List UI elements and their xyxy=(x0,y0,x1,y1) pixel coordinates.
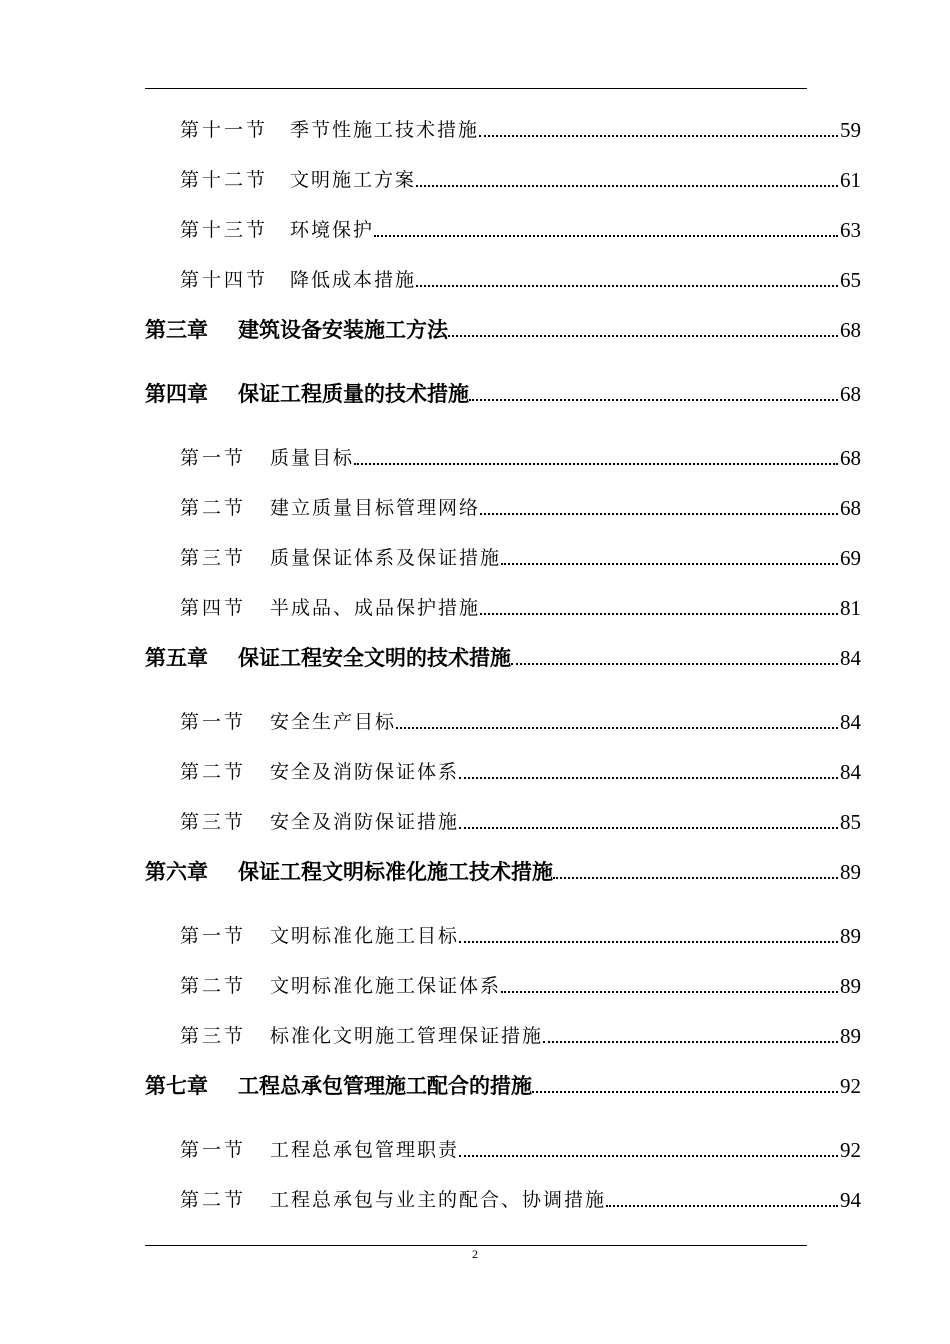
toc-entry-page: 84 xyxy=(840,646,861,670)
toc-entry-title: 建立质量目标管理网络 xyxy=(270,497,481,519)
footer-rule xyxy=(145,1245,807,1246)
toc-entry-title: 文明施工方案 xyxy=(290,169,417,191)
toc-entry-title: 安全及消防保证措施 xyxy=(270,811,460,833)
dot-leader xyxy=(459,827,838,829)
toc-chapter-entry[interactable] xyxy=(0,376,950,406)
toc-entry-number: 第十三节 xyxy=(180,219,269,241)
dot-leader xyxy=(511,663,838,665)
toc-section-entry[interactable] xyxy=(0,590,950,620)
toc-section-entry[interactable] xyxy=(0,162,950,192)
toc-section-entry[interactable] xyxy=(0,490,950,520)
toc-section-entry[interactable] xyxy=(0,440,950,470)
dot-leader xyxy=(374,235,838,237)
toc-entry-number: 第三节 xyxy=(180,1025,247,1047)
toc-entry-number: 第三章 xyxy=(145,318,208,342)
dot-leader xyxy=(543,1041,838,1043)
toc-entry-number: 第二节 xyxy=(180,1189,247,1211)
dot-leader xyxy=(553,877,838,879)
toc-entry-title: 建筑设备安装施工方法 xyxy=(238,318,448,342)
dot-leader xyxy=(354,463,838,465)
toc-entry-page: 65 xyxy=(840,268,861,292)
toc-section-entry[interactable] xyxy=(0,1132,950,1162)
toc-entry-page: 89 xyxy=(840,860,861,884)
toc-chapter-entry[interactable] xyxy=(0,312,950,342)
toc-chapter-entry[interactable] xyxy=(0,1068,950,1098)
toc-entry-number: 第五章 xyxy=(145,646,208,670)
toc-entry-title: 工程总承包管理施工配合的措施 xyxy=(238,1074,532,1098)
toc-section-entry[interactable] xyxy=(0,704,950,734)
toc-entry-number: 第二节 xyxy=(180,497,247,519)
toc-entry-page: 89 xyxy=(840,924,861,948)
toc-entry-title: 降低成本措施 xyxy=(290,269,417,291)
toc-entry-title: 工程总承包与业主的配合、协调措施 xyxy=(270,1189,607,1211)
toc-entry-number: 第四章 xyxy=(145,382,208,406)
toc-entry-page: 85 xyxy=(840,810,861,834)
toc-entry-page: 92 xyxy=(840,1138,861,1162)
toc-entry-page: 61 xyxy=(840,168,861,192)
toc-entry-page: 94 xyxy=(840,1188,861,1212)
dot-leader xyxy=(459,777,838,779)
dot-leader xyxy=(480,613,838,615)
dot-leader xyxy=(396,727,838,729)
toc-entry-page: 84 xyxy=(840,710,861,734)
dot-leader xyxy=(606,1205,838,1207)
dot-leader xyxy=(501,563,838,565)
toc-entry-number: 第一节 xyxy=(180,447,247,469)
toc-entry-title: 文明标准化施工保证体系 xyxy=(270,975,502,997)
toc-entry-page: 81 xyxy=(840,596,861,620)
toc-entry-page: 68 xyxy=(840,496,861,520)
toc-entry-title: 保证工程文明标准化施工技术措施 xyxy=(238,860,553,884)
dot-leader xyxy=(480,513,838,515)
toc-entry-page: 59 xyxy=(840,118,861,142)
toc-entry-number: 第一节 xyxy=(180,925,247,947)
toc-entry-title: 文明标准化施工目标 xyxy=(270,925,460,947)
toc-entry-number: 第七章 xyxy=(145,1074,208,1098)
toc-entry-page: 92 xyxy=(840,1074,861,1098)
toc-section-entry[interactable] xyxy=(0,968,950,998)
toc-entry-number: 第二节 xyxy=(180,761,247,783)
toc-entry-number: 第三节 xyxy=(180,547,247,569)
dot-leader xyxy=(416,285,838,287)
dot-leader xyxy=(459,941,838,943)
toc-entry-title: 质量保证体系及保证措施 xyxy=(270,547,502,569)
toc-section-entry[interactable] xyxy=(0,918,950,948)
dot-leader xyxy=(448,335,838,337)
toc-section-entry[interactable] xyxy=(0,1182,950,1212)
toc-entry-number: 第一节 xyxy=(180,1139,247,1161)
toc-entry-number: 第二节 xyxy=(180,975,247,997)
toc-section-entry[interactable] xyxy=(0,212,950,242)
toc-section-entry[interactable] xyxy=(0,262,950,292)
toc-entry-number: 第四节 xyxy=(180,597,247,619)
dot-leader xyxy=(416,185,838,187)
dot-leader xyxy=(479,135,838,137)
dot-leader xyxy=(532,1091,838,1093)
toc-entry-page: 68 xyxy=(840,318,861,342)
toc-entry-title: 安全生产目标 xyxy=(270,711,397,733)
dot-leader xyxy=(501,991,838,993)
page-number: 2 xyxy=(472,1247,478,1261)
toc-entry-title: 安全及消防保证体系 xyxy=(270,761,460,783)
toc-entry-number: 第一节 xyxy=(180,711,247,733)
toc-entry-page: 63 xyxy=(840,218,861,242)
toc-entry-number: 第三节 xyxy=(180,811,247,833)
toc-entry-page: 84 xyxy=(840,760,861,784)
dot-leader xyxy=(459,1155,838,1157)
toc-entry-page: 68 xyxy=(840,382,861,406)
toc-entry-title: 标准化文明施工管理保证措施 xyxy=(270,1025,544,1047)
toc-entry-number: 第十四节 xyxy=(180,269,269,291)
toc-entry-page: 68 xyxy=(840,446,861,470)
toc-entry-number: 第十一节 xyxy=(180,119,269,141)
toc-section-entry[interactable] xyxy=(0,540,950,570)
toc-entry-page: 89 xyxy=(840,974,861,998)
toc-entry-title: 环境保护 xyxy=(290,219,375,241)
toc-section-entry[interactable] xyxy=(0,1018,950,1048)
toc-chapter-entry[interactable] xyxy=(0,640,950,670)
toc-entry-title: 保证工程安全文明的技术措施 xyxy=(238,646,511,670)
toc-section-entry[interactable] xyxy=(0,804,950,834)
toc-section-entry[interactable] xyxy=(0,112,950,142)
toc-entry-title: 半成品、成品保护措施 xyxy=(270,597,481,619)
toc-section-entry[interactable] xyxy=(0,754,950,784)
toc-entry-title: 保证工程质量的技术措施 xyxy=(238,382,469,406)
toc-entry-number: 第十二节 xyxy=(180,169,269,191)
toc-entry-title: 季节性施工技术措施 xyxy=(290,119,480,141)
dot-leader xyxy=(469,399,838,401)
toc-entry-page: 89 xyxy=(840,1024,861,1048)
toc-entry-number: 第六章 xyxy=(145,860,208,884)
toc-entry-title: 工程总承包管理职责 xyxy=(270,1139,460,1161)
toc-entry-page: 69 xyxy=(840,546,861,570)
toc-chapter-entry[interactable] xyxy=(0,854,950,884)
header-rule xyxy=(145,88,807,89)
toc-entry-title: 质量目标 xyxy=(270,447,355,469)
